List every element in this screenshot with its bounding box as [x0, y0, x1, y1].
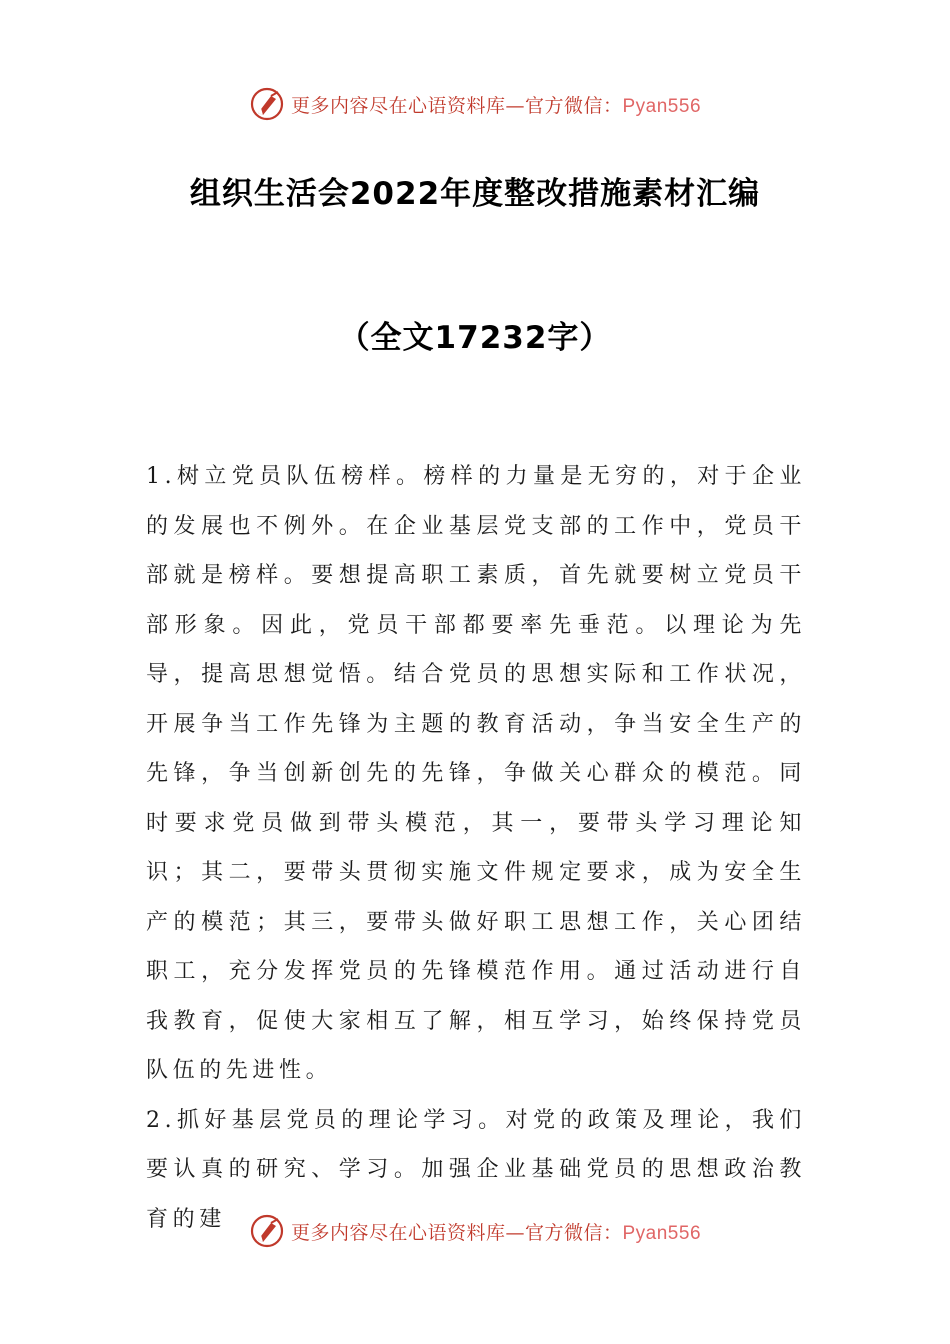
- document-body: [146, 452, 806, 1244]
- header-watermark: [0, 82, 950, 126]
- document-title: 组织生活会2022年度整改措施素材汇编: [189, 176, 761, 212]
- paragraph: 2.抓好基层党员的理论学习。对党的政策及理论，我们要认真的研究、学习。加强企业基础党员的思想政治教育的建: [146, 1107, 806, 1232]
- watermark-text: 更多内容尽在心语资料库—官方微信：Pyan556: [290, 1221, 702, 1244]
- watermark-text: 更多内容尽在心语资料库—官方微信：Pyan556: [290, 94, 702, 117]
- paragraph: 1.树立党员队伍榜样。榜样的力量是无穷的，对于企业的发展也不例外。在企业基层党支部的工作中，党员干部就是榜样。要想提高职工素质，首先就要树立党员干部形象。因此，党员干部都要率先垂范。以理论为先导，提高思想觉悟。结合党员的思想实际和工作状况，开展争当工作先锋为主题的教育活动，争当安全生产的先锋，争当创新创先的先锋，争做关心群众的模范。同时要求党员做到带头模范，其一，要带头学习理论知识；其二，要带头贯彻实施文件规定要求，成为安全生产的模范；其三，要带头做好职工思想工作，关心团结职工，充分发挥党员的先锋模范作用。通过活动进行自我教育，促使大家相互了解，相互学习，始终保持党员队伍的先进性。: [146, 464, 806, 1083]
- footer-watermark: [0, 1209, 950, 1253]
- pen-nib-logo-icon: [249, 1213, 285, 1249]
- watermark-wechat-id: Pyan556: [622, 1222, 702, 1244]
- pen-nib-logo-icon: [249, 86, 285, 122]
- document-subtitle: （全文17232字）: [338, 320, 612, 356]
- watermark-wechat-id: Pyan556: [622, 95, 702, 117]
